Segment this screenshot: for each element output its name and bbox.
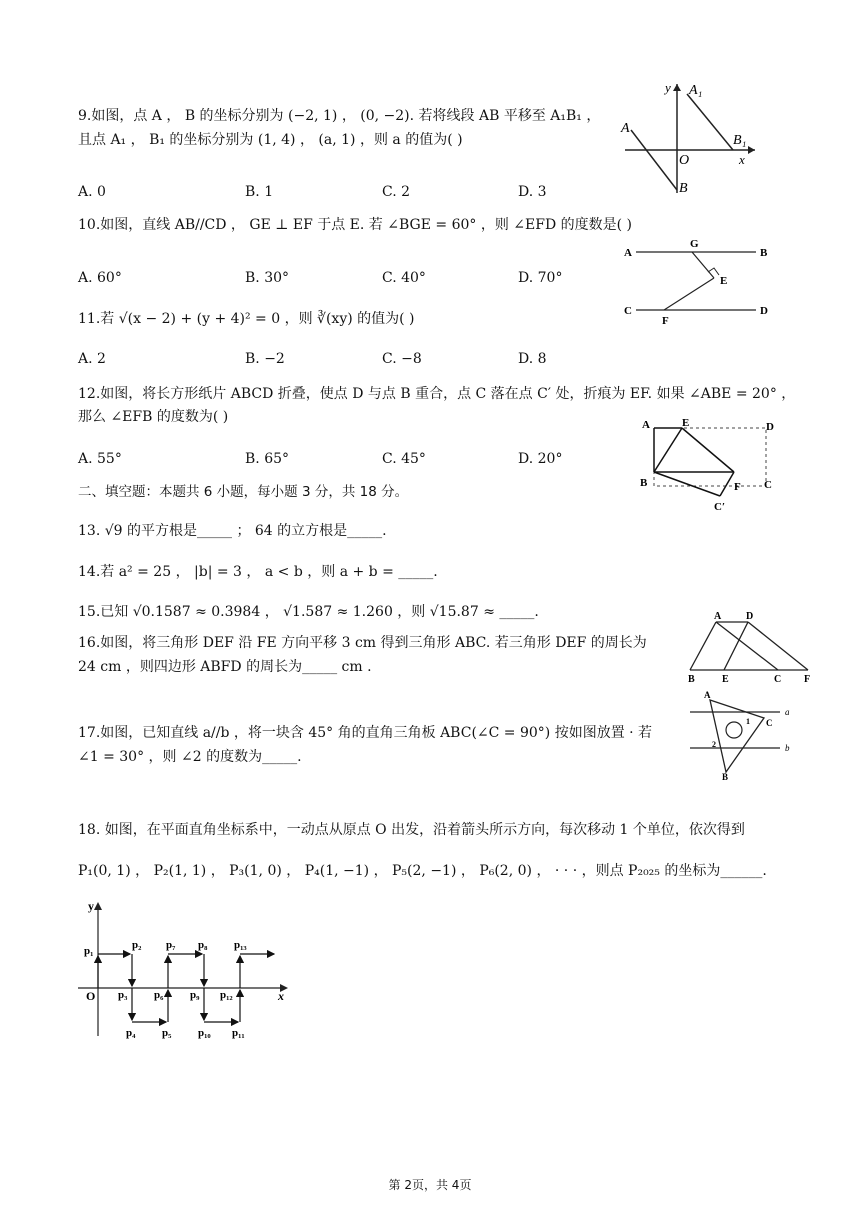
segment-ab [631, 130, 677, 190]
x-label: x [739, 152, 745, 167]
q18-stem-line1: 18. 如图，在平面直角坐标系中，一动点从原点 O 出发，沿着箭头所示方向，每次移动 1 个单位，依次得到 [78, 822, 745, 838]
q16-figure [684, 608, 814, 684]
q10-option-b: B. 30° [245, 270, 290, 286]
page-footer: 第 2页，共 4页 [388, 1178, 472, 1192]
y-axis-arrow-icon [673, 84, 681, 91]
q9-option-c: C. 2 [382, 184, 411, 200]
point-f-label: F [804, 674, 811, 684]
q10-stem: 10.如图，直线 AB//CD ， GE ⊥ EF 于点 E. 若 ∠BGE = 60° ，则 ∠EFD 的度数是( ) [78, 217, 632, 233]
x-axis-arrow-icon [748, 146, 755, 154]
point-a-label: A [624, 247, 632, 259]
q15-stem: 15.已知 √0.1587 ≈ 0.3984 ， √1.587 ≈ 1.260 ，则 √15.87 ≈ _____. [78, 604, 539, 620]
q12-option-c: C. 45° [382, 451, 426, 467]
q17-stem-line1: 17.如图，已知直线 a//b ，将一块含 45° 角的直角三角板 ABC(∠C = 90°) 按如图放置 · 若 [78, 725, 653, 741]
point-d-label: D [746, 611, 754, 622]
p9-label: p₉ [190, 989, 200, 1001]
segment-de [724, 622, 748, 670]
q17-stem-line2: ∠1 = 30° ，则 ∠2 的度数为_____. [78, 749, 302, 765]
segment-a1b1 [687, 94, 733, 150]
fold-ef [682, 428, 734, 472]
p6-label: p₆ [154, 989, 164, 1001]
triangle-abc [710, 700, 764, 772]
triangle-hole [726, 722, 742, 738]
q12-stem-line1: 12.如图，将长方形纸片 ABCD 折叠，使点 D 与点 B 重合，点 C 落在点 C′ 处，折痕为 EF. 如果 ∠ABE = 20° ， [78, 386, 796, 402]
point-c-label: C [624, 305, 632, 317]
p10-label: p₁₀ [198, 1027, 211, 1039]
section-fill-in-heading: 二、填空题：本题共 6 小题，每小题 3 分，共 18 分。 [78, 484, 409, 500]
segment-ab [690, 622, 716, 670]
q11-option-c: C. −8 [382, 351, 422, 367]
q11-stem: 11.若 √(x − 2) + (y + 4)² = 0 ，则 ∛(xy) 的值为( ) [78, 311, 415, 327]
q16-stem-line1: 16.如图，将三角形 DEF 沿 FE 方向平移 3 cm 得到三角形 ABC. 若三角形 DEF 的周长为 [78, 635, 647, 651]
point-b-label: B [640, 477, 648, 489]
q14-stem: 14.若 a² = 25 ， |b| = 3 ， a < b ，则 a + b = _____. [78, 564, 438, 580]
point-a-label: A [621, 121, 630, 136]
point-a-label: A [704, 690, 711, 700]
origin-label: O [679, 153, 690, 168]
point-f-label: F [662, 315, 669, 324]
point-b-label: B [688, 674, 695, 684]
q17-figure [688, 688, 798, 782]
p1-label: p₁ [84, 945, 94, 957]
q9-option-d: D. 3 [518, 184, 547, 200]
point-c-label: C [764, 479, 772, 491]
origin-label: O [86, 989, 96, 1003]
point-b-label: B [722, 772, 729, 782]
point-e-label: E [720, 275, 728, 287]
q9-figure [615, 78, 765, 198]
point-d-label: D [760, 305, 768, 317]
line-b-label: b [785, 743, 790, 753]
y-axis-arrow-icon [94, 902, 102, 910]
point-c-prime-label: C′ [714, 501, 726, 513]
point-c-label: C [774, 674, 782, 684]
x-label: x [278, 989, 284, 1003]
q10-figure [620, 234, 770, 324]
q10-option-d: D. 70° [518, 270, 563, 286]
point-c-label: C [766, 718, 773, 728]
point-e-label: E [722, 674, 729, 684]
q12-option-a: A. 55° [78, 451, 122, 467]
segment-ac [716, 622, 778, 670]
p5-label: p₅ [162, 1027, 172, 1039]
right-angle-mark [708, 268, 719, 275]
q11-option-b: B. −2 [245, 351, 285, 367]
point-b-label: B [760, 247, 768, 259]
segment-ge [692, 252, 714, 278]
angle-2-label: 2 [712, 740, 716, 749]
q9-option-a: A. 0 [78, 184, 106, 200]
p2-label: p₂ [132, 939, 142, 951]
angle-1-label: 1 [746, 717, 750, 726]
segment-df [748, 622, 808, 670]
segment-bc1 [654, 472, 720, 496]
y-label: y [88, 899, 94, 913]
p7-label: p₇ [166, 939, 176, 951]
p13-label: p₁₃ [234, 939, 247, 951]
q9-stem-line2: 且点 A₁ ， B₁ 的坐标分别为 (1, 4) ， (a, 1) ，则 a 的值为( ) [78, 132, 463, 148]
q12-option-d: D. 20° [518, 451, 563, 467]
point-g-label: G [690, 238, 699, 250]
segment-c1f [720, 472, 734, 496]
q13-stem: 13. √9 的平方根是_____ ； 64 的立方根是_____. [78, 523, 387, 539]
point-d-label: D [766, 421, 774, 433]
q12-stem-line2: 那么 ∠EFB 的度数为( ) [78, 409, 229, 425]
point-a-label: A [642, 419, 650, 431]
q9-stem-line1: 9.如图，点 A ， B 的坐标分别为 (−2, 1) ， (0, −2). 若将线段 AB 平移至 A₁B₁ ， [78, 108, 601, 124]
q10-option-c: C. 40° [382, 270, 426, 286]
p3-label: p₃ [118, 989, 128, 1001]
q16-stem-line2: 24 cm ，则四边形 ABFD 的周长为_____ cm . [78, 659, 372, 675]
p11-label: p₁₁ [232, 1027, 245, 1039]
q10-option-a: A. 60° [78, 270, 122, 286]
q12-option-b: B. 65° [245, 451, 290, 467]
y-label: y [665, 80, 671, 95]
q9-option-b: B. 1 [245, 184, 274, 200]
original-rectangle [654, 428, 766, 486]
q18-figure [74, 896, 294, 1040]
point-b1-label: B₁ [733, 133, 747, 148]
segment-eb [654, 428, 682, 472]
q12-figure [636, 414, 786, 514]
p12-label: p₁₂ [220, 989, 233, 1001]
point-a1-label: A₁ [689, 83, 703, 98]
segment-ef [664, 278, 714, 310]
point-b-label: B [679, 181, 688, 196]
line-a-label: a [785, 707, 790, 717]
p4-label: p₄ [126, 1027, 136, 1039]
p8-label: p₈ [198, 939, 208, 951]
point-f-label: F [734, 481, 741, 493]
q11-option-a: A. 2 [78, 351, 106, 367]
q11-option-d: D. 8 [518, 351, 547, 367]
point-e-label: E [682, 417, 690, 429]
point-a-label: A [714, 611, 722, 622]
q18-stem-line2: P₁(0, 1) ， P₂(1, 1) ， P₃(1, 0) ， P₄(1, −1) ， P₅(2, −1) ， P₆(2, 0) ， · · · ，则点 P₂₀₂₅ 的坐标为______. [78, 863, 767, 879]
